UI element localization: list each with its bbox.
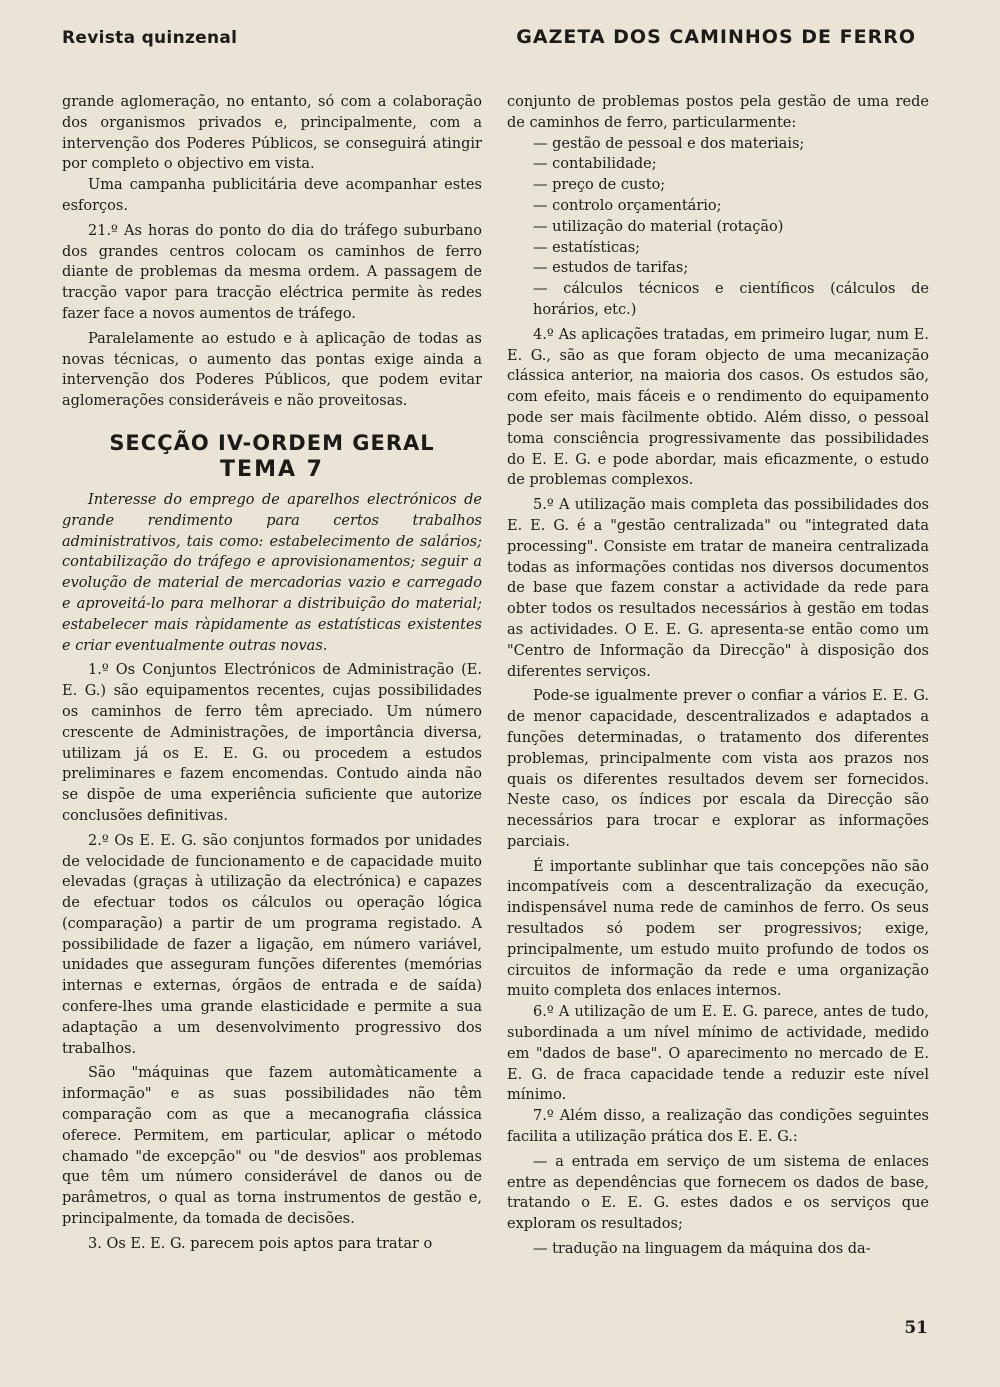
left-column (62, 92, 482, 1255)
section-title: SECÇÃO IV-ORDEM GERAL (109, 430, 435, 455)
list-item: — cálculos técnicos e científicos (cálculos de horários, etc.) (533, 281, 929, 318)
list-item: — estudos de tarifas; (533, 260, 689, 277)
paragraph: 4.º As aplicações tratadas, em primeiro lugar, num E. E. G., são as que foram objecto de uma mecanização clássica anterior, na maioria dos casos. Os estudos são, com efeito, mais fáceis e o rendimento do equipamento pode ser mais fàcilmente obtido. Além disso, o pessoal toma consciência progressivamente das possibilidades do E. E. G. e pode abordar, mais eficazmente, o estudo de problemas complexos. (507, 326, 929, 489)
page-number: 51 (904, 1318, 928, 1338)
paragraph: 1.º Os Conjuntos Electrónicos de Administração (E. E. G.) são equipamentos recentes, cujas possibilidades os caminhos de ferro têm apreciado. Um número crescente de Administrações, de importância diversa, utilizam já os E. E. G. ou procedem a estudos preliminares e fazem encomendas. Contudo ainda não se dispõe de uma experiência suficiente que autorize conclusões definitivas. (62, 662, 482, 824)
theme-title: TEMA 7 (220, 456, 324, 482)
paragraph: É importante sublinhar que tais concepções não são incompatíveis com a descentralização da execução, indispensável numa rede de caminhos de ferro. Os seus resultados só podem ser progressivos; exige, principalmente, um estudo muito profundo de todos os circuitos de informação da rede e uma organização muito completa dos enlaces internos. (507, 858, 929, 1000)
theme-description (62, 490, 482, 656)
list-item: — gestão de pessoal e dos materiais; (533, 135, 805, 152)
right-column (507, 92, 929, 1260)
paragraph: São "máquinas que fazem automàticamente a informação" e as suas possibilidades não têm comparação com as que a mecanografia clássica oferece. Permitem, em particular, aplicar o método chamado "de excepção" ou "de desvios" aos problemas que têm um número considerável de danos ou de parâmetros, o qual as torna instrumentos de gestão e, principalmente, da tomada de decisões. (62, 1065, 482, 1228)
paragraph: grande aglomeração, no entanto, só com a colaboração dos organismos privados e, principalmente, com a intervenção dos Poderes Públicos, se conseguirá atingir por completo o objectivo em vista. (62, 94, 482, 173)
list-item: — preço de custo; (533, 177, 666, 194)
paragraph: 6.º A utilização de um E. E. G. parece, antes de tudo, subordinada a um nível mínimo de actividade, medido em "dados de base". O aparecimento no mercado de E. E. G. de fraca capacidade tende a reduzir este nível mínimo. (507, 1004, 929, 1104)
paragraph: Pode-se igualmente prever o confiar a vários E. E. G. de menor capacidade, descentralizados e adaptados a funções determinadas, o tratamento dos diferentes problemas, principalmente com vista aos prazos nos quais os diferentes resultados devem ser fornecidos. Neste caso, os índices por escala da Direcção são necessários para trocar e explorar as informações parciais. (507, 688, 929, 850)
paragraph: 5.º A utilização mais completa das possibilidades dos E. E. G. é a "gestão centralizada" ou "integrated data processing". Consiste em tratar de maneira centralizada todas as informações contidas nos diversos documentos de base que fazem constar a actividade da rede para obter todos os resultados necessários à gestão em todas as actividades. O E. E. G. apresenta-se então como um "Centro de Informação da Direcção" à disposição dos diferentes serviços. (507, 497, 929, 680)
paragraph: 7.º Além disso, a realização das condições seguintes facilita a utilização prática dos E. E. G.: (507, 1108, 929, 1146)
header-left: Revista quinzenal (62, 28, 238, 48)
list-item: — contabilidade; (533, 156, 657, 173)
paragraph: 2.º Os E. E. G. são conjuntos formados por unidades de velocidade de funcionamento e de capacidade muito elevadas (graças à utilização da electrónica) e capazes de efectuar todos os cálculos ou operação lógica (comparação) a partir de um programa registado. A possibilidade de fazer a ligação, em número variável, unidades que asseguram funções diferentes (memórias internas e externas, órgãos de entrada e de saída) confere-lhes uma grande elasticidade e permite a sua adaptação a um desenvolvimento progressivo dos trabalhos. (62, 832, 482, 1057)
paragraph: 3. Os E. E. G. parecem pois aptos para tratar o (88, 1235, 433, 1252)
list-item: — estatísticas; (533, 239, 641, 256)
paragraph: Paralelamente ao estudo e à aplicação de todas as novas técnicas, o aumento das pontas exige ainda a intervenção dos Poderes Públicos, que podem evitar aglomerações consideráveis e não proveitosas. (62, 330, 482, 410)
paragraph: 21.º As horas do ponto do dia do tráfego suburbano dos grandes centros colocam os caminhos de ferro diante de problemas da mesma ordem. A passagem de tracção vapor para tracção eléctrica permite às redes fazer face a novos aumentos de tráfego. (62, 222, 482, 322)
paragraph: conjunto de problemas postos pela gestão de uma rede de caminhos de ferro, particularmente: (507, 94, 929, 131)
paragraph: — tradução na linguagem da máquina dos da- (533, 1241, 871, 1258)
paragraph: Interesse do emprego de aparelhos electrónicos de grande rendimento para certos trabalhos administrativos, tais como: estabelecimento de salários; contabilização do tráfego e aprovisionamentos; seguir a evolução de material de mercadorias vazio e carregado e aproveitá-lo para melhorar a distribuição do material; estabelecer mais ràpidamente as estatísticas existentes e criar eventualmente outras novas. (62, 491, 482, 654)
paragraph: — a entrada em serviço de um sistema de enlaces entre as dependências que fornecem os dados de base, tratando o E. E. G. estes dados e os serviços que exploram os resultados; (507, 1153, 929, 1233)
list-item: — controlo orçamentário; (533, 197, 722, 214)
header-right: GAZETA DOS CAMINHOS DE FERRO (516, 26, 916, 48)
list-item: — utilização do material (rotação) (533, 218, 784, 235)
paragraph: Uma campanha publicitária deve acompanhar estes esforços. (62, 177, 482, 214)
